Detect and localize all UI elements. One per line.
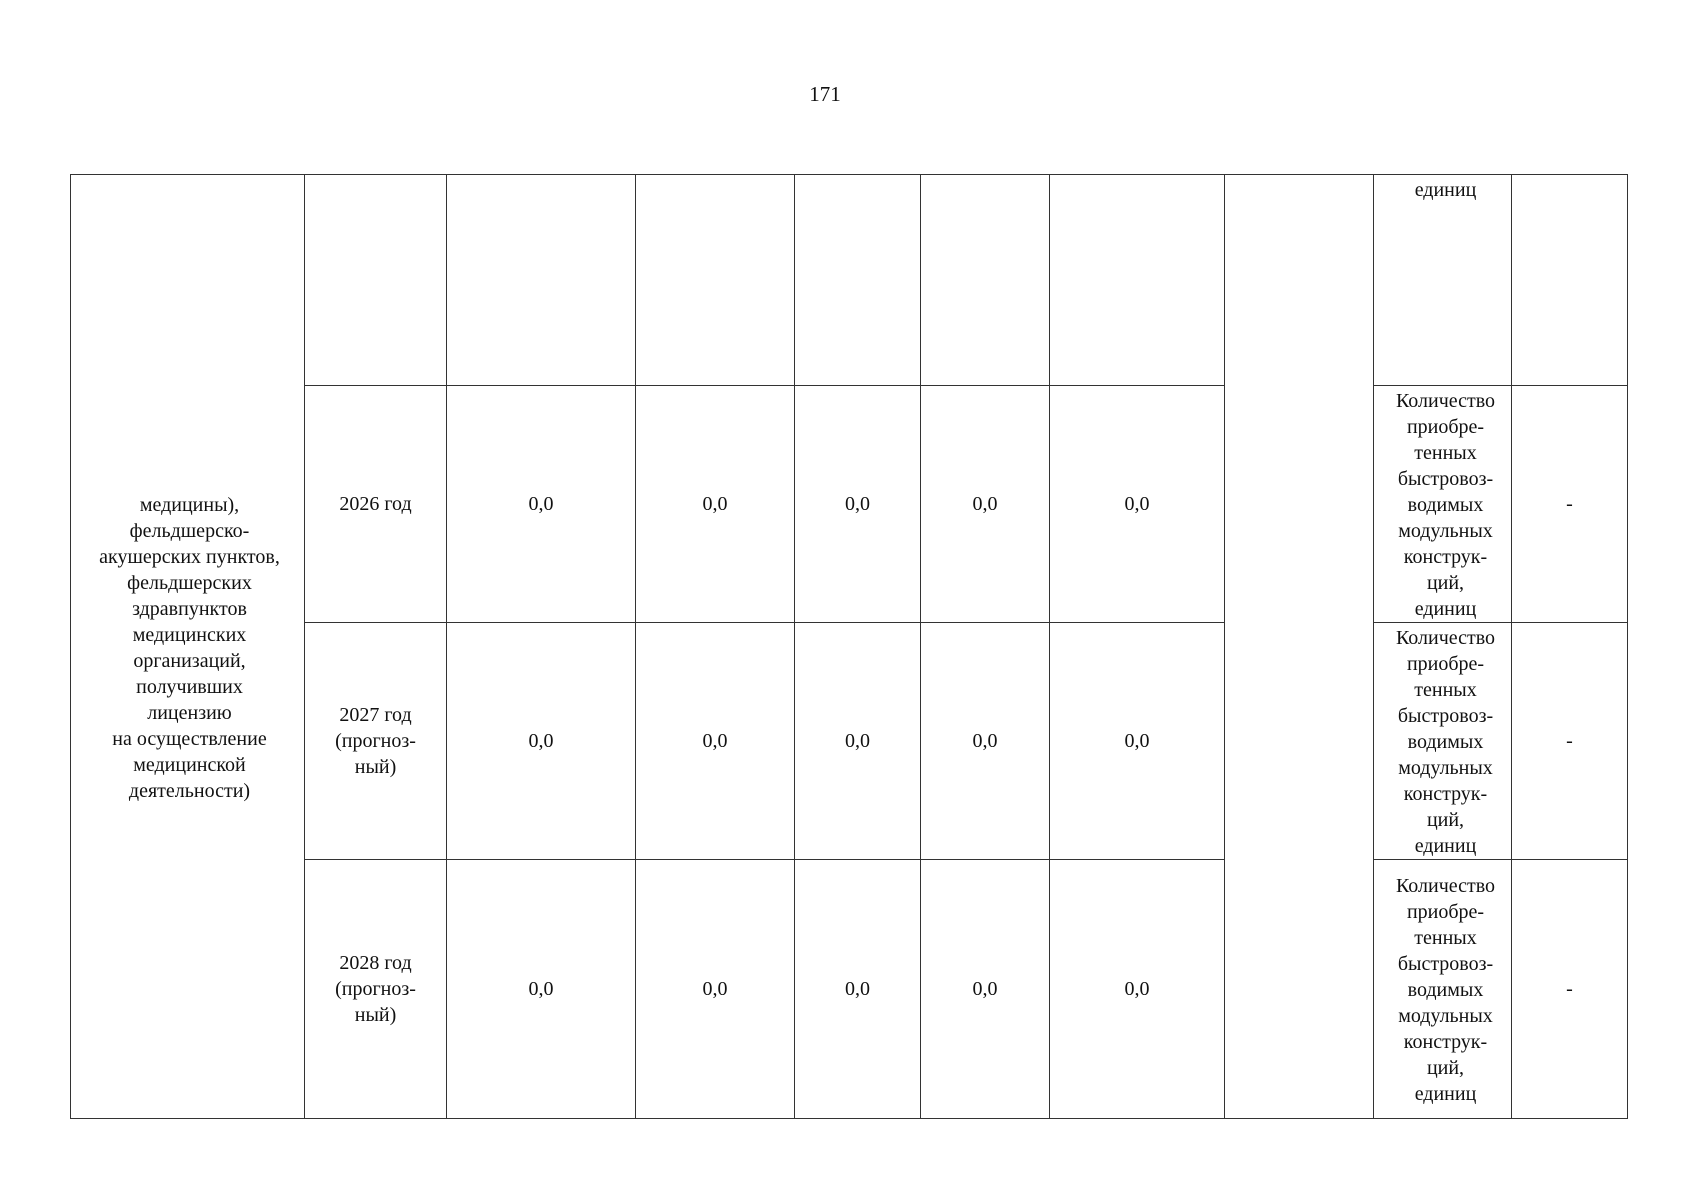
value-cell: 0,0 (636, 386, 795, 623)
table-row (71, 860, 1628, 1119)
year-cell-empty (305, 175, 447, 386)
value-cell: 0,0 (447, 860, 636, 1119)
table-row (71, 623, 1628, 860)
value-cell-empty (1050, 175, 1225, 386)
target-cell: - (1512, 860, 1628, 1119)
value-cell: 0,0 (1050, 386, 1225, 623)
value-cell: 0,0 (447, 623, 636, 860)
year-cell: 2026 год (305, 386, 447, 623)
value-cell: 0,0 (921, 386, 1050, 623)
value-cell: 0,0 (447, 386, 636, 623)
year-cell: 2027 год (прогноз- ный) (305, 623, 447, 860)
indicator-cell: Количество приобре- тенных быстровоз- водимых модульных конструк- ций, единиц (1374, 623, 1512, 860)
measure-description: медицины), фельдшерско- акушерских пунктов, фельдшерских здравпунктов медицинских организаций, получивших лицензию на осуществление медицинской деятельности) (71, 175, 305, 1119)
value-cell-empty (795, 175, 921, 386)
target-cell: - (1512, 623, 1628, 860)
value-cell: 0,0 (1050, 623, 1225, 860)
value-cell: 0,0 (795, 623, 921, 860)
target-cell: - (1512, 386, 1628, 623)
value-cell: 0,0 (636, 623, 795, 860)
value-cell: 0,0 (1050, 860, 1225, 1119)
value-cell-empty (447, 175, 636, 386)
page-number: 171 (809, 82, 841, 106)
executor-cell (1225, 175, 1374, 1119)
value-cell: 0,0 (795, 860, 921, 1119)
indicator-cell: Количество приобре- тенных быстровоз- водимых модульных конструк- ций, единиц (1374, 386, 1512, 623)
value-cell: 0,0 (921, 860, 1050, 1119)
indicator-cell: Количество приобре- тенных быстровоз- водимых модульных конструк- ций, единиц (1374, 860, 1512, 1119)
year-cell: 2028 год (прогноз- ный) (305, 860, 447, 1119)
value-cell: 0,0 (921, 623, 1050, 860)
indicator-cell: единиц (1374, 175, 1512, 386)
target-cell-empty (1512, 175, 1628, 386)
value-cell: 0,0 (795, 386, 921, 623)
value-cell-empty (921, 175, 1050, 386)
value-cell: 0,0 (636, 860, 795, 1119)
value-cell-empty (636, 175, 795, 386)
table-row (71, 386, 1628, 623)
table-row-continuation (71, 175, 1628, 386)
program-table (70, 174, 1628, 1119)
